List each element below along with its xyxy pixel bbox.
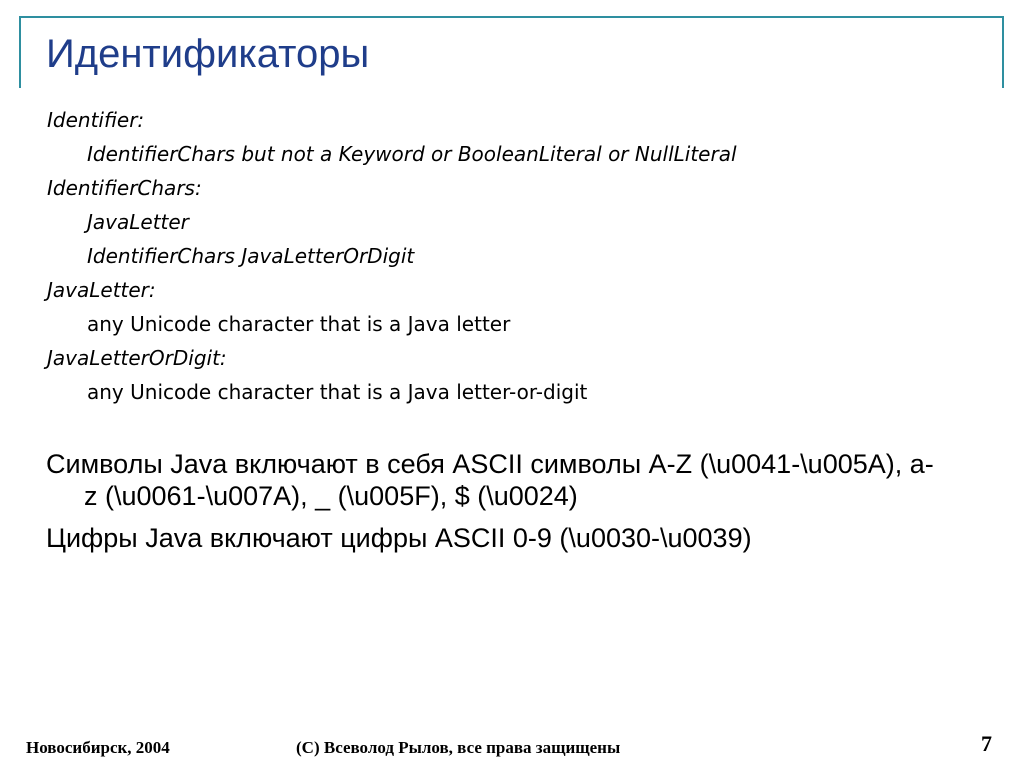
grammar-identifierchars-rule-1: JavaLetter (87, 210, 189, 234)
grammar-javaletterordigit-rule: any Unicode character that is a Java letter-or-digit (87, 380, 588, 404)
grammar-javaletter-rule: any Unicode character that is a Java letter (87, 312, 511, 336)
footer-city-year: Новосибирск, 2004 (26, 738, 170, 757)
footer-copyright: (С) Всеволод Рылов, все права защищены (296, 738, 621, 757)
grammar-javaletterordigit-head: JavaLetterOrDigit: (47, 346, 227, 370)
bullet-java-digits: Цифры Java включают цифры ASCII 0-9 (\u0030-\u0039) (46, 523, 752, 553)
grammar-identifierchars-head: IdentifierChars: (47, 176, 202, 200)
grammar-identifierchars-rule-2: IdentifierChars JavaLetterOrDigit (87, 244, 415, 268)
grammar-javaletter-head: JavaLetter: (47, 278, 156, 302)
grammar-identifier-head: Identifier: (47, 108, 145, 132)
slide-title: Идентификаторы (46, 32, 370, 76)
bullet-java-letters: Символы Java включают в себя ASCII символы A-Z (\u0041-\u005A), a-z (\u0061-\u007A), _ (\u005F), $ (\u0024) (46, 449, 934, 511)
grammar-identifier-rule: IdentifierChars but not a Keyword or BooleanLiteral or NullLiteral (87, 142, 737, 166)
page-number: 7 (981, 731, 992, 756)
bullet-list (46, 448, 946, 564)
